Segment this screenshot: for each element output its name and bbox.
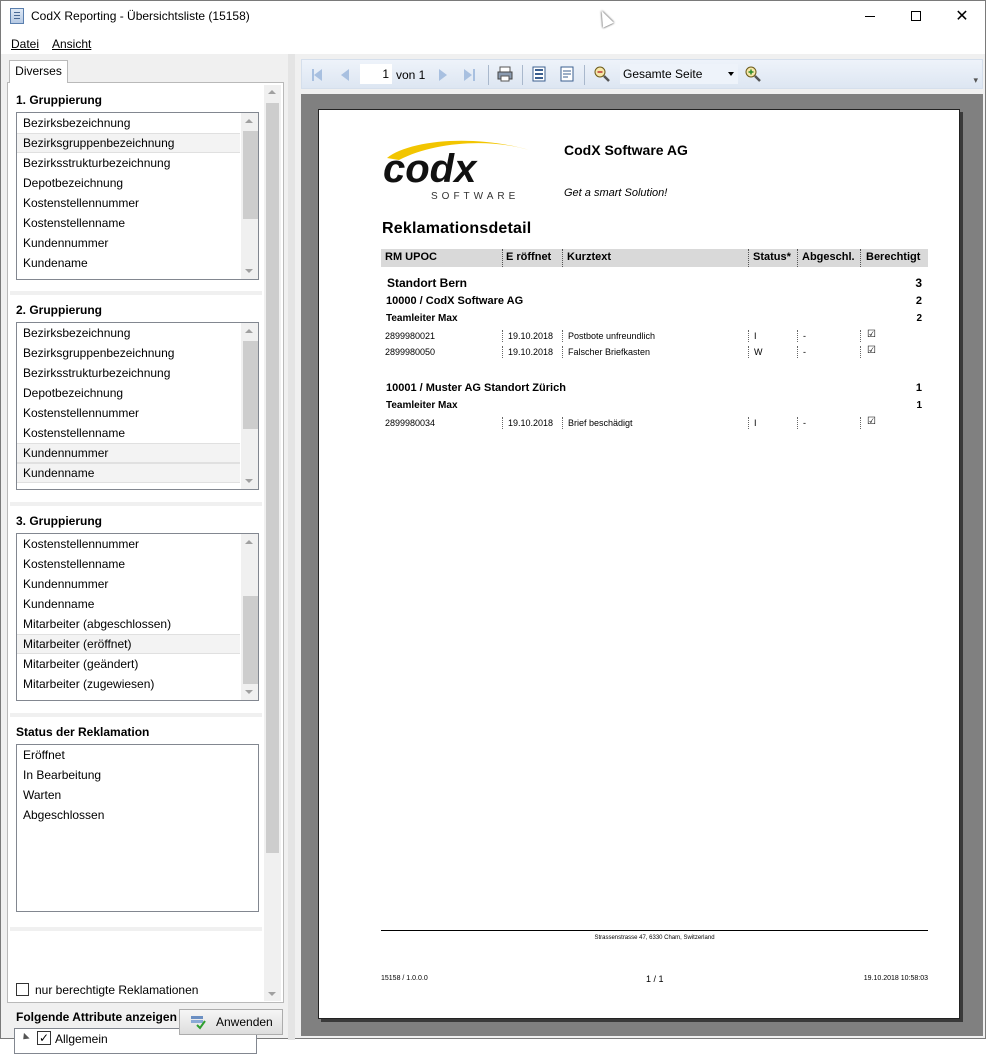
list-item[interactable]: Kostenstellennummer: [23, 196, 140, 210]
row-status: I: [754, 331, 757, 341]
close-button[interactable]: [939, 1, 985, 32]
group-label: 10000 / CodX Software AG: [386, 295, 524, 307]
svg-text:codx: codx: [383, 147, 477, 191]
report-row: [381, 415, 928, 431]
report-page: [318, 109, 960, 1019]
export-icon[interactable]: [558, 65, 576, 83]
group1-section: [10, 85, 262, 291]
group-count: 3: [915, 276, 922, 290]
footer-address: Strassenstrasse 47, 6330 Cham, Switzerland: [594, 935, 715, 941]
row-id: 2899980050: [385, 347, 436, 357]
group2-title: 2. Gruppierung: [16, 303, 103, 317]
scroll-thumb[interactable]: [243, 341, 258, 429]
scroll-thumb[interactable]: [243, 131, 258, 219]
attributes-title: Folgende Attribute anzeigen: [16, 1010, 177, 1024]
scroll-up-icon[interactable]: [245, 119, 253, 123]
zoom-in-icon[interactable]: [744, 65, 762, 83]
chevron-down-icon[interactable]: [728, 72, 734, 76]
company-slogan: Get a smart Solution!: [564, 187, 668, 199]
col-divider: [748, 346, 749, 358]
zoom-value: Gesamte Seite: [623, 67, 703, 81]
scroll-down-icon[interactable]: [245, 479, 253, 483]
group-label: Teamleiter Max: [386, 400, 458, 411]
row-text: Falscher Briefkasten: [568, 347, 651, 357]
prev-page-button[interactable]: [341, 69, 349, 81]
col-divider: [797, 249, 798, 267]
list-item[interactable]: Kostenstellennummer: [23, 406, 140, 420]
group3-scrollbar[interactable]: [241, 534, 258, 700]
tree-item-checkbox[interactable]: ✓: [38, 1031, 50, 1045]
group3-list[interactable]: [16, 533, 259, 701]
list-item[interactable]: Kundenname: [17, 463, 240, 483]
col-divider: [502, 346, 503, 358]
col-header-authorized: Berechtigt: [866, 251, 921, 263]
col-divider: [748, 249, 749, 267]
group-label: 10001 / Muster AG Standort Zürich: [386, 382, 566, 394]
col-divider: [860, 346, 861, 358]
maximize-button[interactable]: [893, 1, 939, 32]
list-item[interactable]: Bezirksstrukturbezeichnung: [23, 366, 171, 380]
row-closed: -: [803, 418, 806, 428]
list-item[interactable]: Depotbezeichnung: [23, 176, 124, 190]
page-number-input[interactable]: 1: [360, 64, 392, 84]
berechtigt-label: nur berechtigte Reklamationen: [35, 983, 199, 997]
list-item[interactable]: Kostenstellennummer: [23, 537, 140, 551]
apply-button[interactable]: [179, 1009, 283, 1035]
minimize-icon: [865, 16, 875, 17]
first-page-icon[interactable]: [314, 69, 322, 81]
toolbar-separator: [522, 65, 523, 85]
table-header: [381, 249, 928, 267]
list-item[interactable]: Eröffnet: [23, 748, 65, 762]
group-count: 2: [916, 313, 922, 324]
col-divider: [502, 330, 503, 342]
last-page-button[interactable]: [464, 69, 472, 81]
logo-graphic: [379, 136, 539, 206]
mouse-cursor-icon: [596, 8, 614, 28]
list-item[interactable]: Kundennummer: [17, 443, 240, 463]
minimize-button[interactable]: [847, 1, 893, 32]
list-item[interactable]: Kundenname: [23, 597, 95, 611]
group2-scrollbar[interactable]: [241, 323, 258, 489]
status-list[interactable]: [16, 744, 259, 912]
page-count-label: von 1: [396, 68, 426, 82]
col-divider: [797, 417, 798, 429]
menu-bar: [1, 32, 985, 54]
list-item[interactable]: Mitarbeiter (geändert): [23, 657, 139, 671]
col-divider: [797, 346, 798, 358]
scroll-down-icon[interactable]: [245, 269, 253, 273]
footer-version: 15158 / 1.0.0.0: [381, 975, 428, 982]
list-item[interactable]: Bezirksgruppenbezeichnung: [23, 346, 175, 360]
scroll-up-icon[interactable]: [245, 540, 253, 544]
list-item[interactable]: Bezirksgruppenbezeichnung: [17, 133, 240, 153]
report-toolbar: [301, 59, 983, 89]
window-title: CodX Reporting - Übersichtsliste (15158): [31, 9, 250, 23]
col-divider: [860, 330, 861, 342]
zoom-dropdown[interactable]: [620, 64, 738, 84]
list-item[interactable]: Kostenstellenname: [23, 426, 126, 440]
list-item[interactable]: Bezirksbezeichnung: [23, 326, 131, 340]
col-header-text: Kurztext: [567, 251, 612, 263]
toolbar-separator: [584, 65, 585, 85]
row-date: 19.10.2018: [508, 418, 554, 428]
berechtigt-checkbox-row[interactable]: [16, 983, 198, 997]
divider: [10, 927, 262, 931]
group-count: 1: [916, 400, 922, 411]
scroll-up-icon[interactable]: [245, 329, 253, 333]
svg-text:SOFTWARE: SOFTWARE: [431, 191, 520, 202]
footer-page-count: 1 / 1: [646, 974, 664, 984]
list-item[interactable]: In Bearbeitung: [23, 768, 102, 782]
berechtigt-checkbox[interactable]: [16, 983, 29, 996]
col-header-opened: E röffnet: [506, 251, 552, 263]
group2-list[interactable]: [16, 322, 259, 490]
row-id: 2899980034: [385, 418, 436, 428]
panel-scrollbar[interactable]: [264, 85, 281, 1001]
list-item[interactable]: Warten: [23, 788, 62, 802]
toolbar-overflow-icon[interactable]: ▾: [973, 75, 978, 85]
status-section: [10, 717, 262, 927]
group3-section: [10, 506, 262, 713]
tab-diverses[interactable]: Diverses: [9, 60, 68, 83]
toolbar-separator: [488, 65, 489, 85]
row-date: 19.10.2018: [508, 347, 554, 357]
col-divider: [502, 417, 503, 429]
list-item[interactable]: Depotbezeichnung: [23, 386, 124, 400]
row-id: 2899980021: [385, 331, 436, 341]
list-item[interactable]: Mitarbeiter (zugewiesen): [23, 677, 155, 691]
row-authorized-checkbox: ☑: [867, 329, 876, 340]
last-page-icon[interactable]: [473, 69, 475, 81]
col-divider: [562, 346, 563, 358]
tree-expand-icon[interactable]: [20, 1033, 29, 1042]
group-label: Teamleiter Max: [386, 313, 458, 324]
scroll-up-icon[interactable]: [268, 90, 276, 94]
col-divider: [562, 330, 563, 342]
row-closed: -: [803, 331, 806, 341]
company-name: CodX Software AG: [564, 142, 688, 158]
app-icon: [10, 8, 24, 24]
group-count: 1: [915, 382, 922, 394]
col-header-status: Status*: [753, 251, 791, 263]
list-item[interactable]: Bezirksbezeichnung: [23, 116, 131, 130]
zoom-out-icon[interactable]: [593, 65, 611, 83]
menu-datei[interactable]: Datei: [11, 37, 40, 51]
col-divider: [502, 249, 503, 267]
report-viewer[interactable]: [301, 94, 983, 1036]
col-divider: [748, 417, 749, 429]
col-divider: [860, 417, 861, 429]
list-item[interactable]: Kostenstellenname: [23, 216, 126, 230]
list-item[interactable]: Kundennummer: [23, 577, 109, 591]
list-item[interactable]: Mitarbeiter (abgeschlossen): [23, 617, 172, 631]
footer-date: 19.10.2018 10:58:03: [863, 975, 928, 982]
report-row: [381, 344, 928, 360]
row-text: Postbote unfreundlich: [568, 331, 656, 341]
scroll-thumb[interactable]: [266, 103, 279, 853]
close-icon: ✕: [955, 6, 969, 25]
tree-item-label[interactable]: Allgemein: [55, 1032, 108, 1046]
col-divider: [562, 417, 563, 429]
group-label: Standort Bern: [387, 276, 468, 290]
apply-filter-icon: [190, 1015, 206, 1029]
col-header-id: RM UPOC: [385, 251, 437, 263]
group-count: 2: [915, 295, 922, 307]
title-bar: [1, 1, 985, 32]
report-row: [381, 328, 928, 344]
list-item[interactable]: Mitarbeiter (eröffnet): [17, 634, 240, 654]
row-authorized-checkbox: ☑: [867, 416, 876, 427]
col-divider: [562, 249, 563, 267]
scroll-down-icon[interactable]: [245, 690, 253, 694]
page-setup-icon[interactable]: [530, 65, 548, 83]
footer-line: [381, 930, 928, 931]
group1-title: 1. Gruppierung: [16, 93, 103, 107]
group2-section: [10, 295, 262, 502]
col-divider: [797, 330, 798, 342]
list-item[interactable]: Abgeschlossen: [23, 808, 105, 822]
list-item[interactable]: Kostenstellenname: [23, 557, 126, 571]
col-header-closed: Abgeschl.: [802, 251, 855, 263]
group3-title: 3. Gruppierung: [16, 514, 103, 528]
apply-label: Anwenden: [216, 1015, 273, 1029]
report-title: Reklamationsdetail: [382, 220, 532, 237]
panel-splitter[interactable]: [288, 54, 295, 1040]
row-status: W: [754, 347, 763, 357]
menu-ansicht[interactable]: Ansicht: [52, 37, 92, 51]
group1-list[interactable]: [16, 112, 259, 280]
col-divider: [860, 249, 861, 267]
next-page-button[interactable]: [439, 69, 447, 81]
print-icon[interactable]: [496, 65, 514, 83]
scroll-down-icon[interactable]: [268, 992, 276, 996]
list-item[interactable]: Kundennummer: [23, 236, 109, 250]
row-text: Brief beschädigt: [568, 418, 633, 428]
row-date: 19.10.2018: [508, 331, 554, 341]
row-status: I: [754, 418, 757, 428]
company-logo: [379, 136, 539, 206]
scroll-thumb[interactable]: [243, 596, 258, 684]
col-divider: [748, 330, 749, 342]
maximize-icon: [911, 11, 921, 21]
group1-scrollbar[interactable]: [241, 113, 258, 279]
list-item[interactable]: Bezirksstrukturbezeichnung: [23, 156, 171, 170]
status-title: Status der Reklamation: [16, 725, 150, 739]
list-item[interactable]: Kundename: [23, 256, 88, 270]
row-closed: -: [803, 347, 806, 357]
row-authorized-checkbox: ☑: [867, 345, 876, 356]
